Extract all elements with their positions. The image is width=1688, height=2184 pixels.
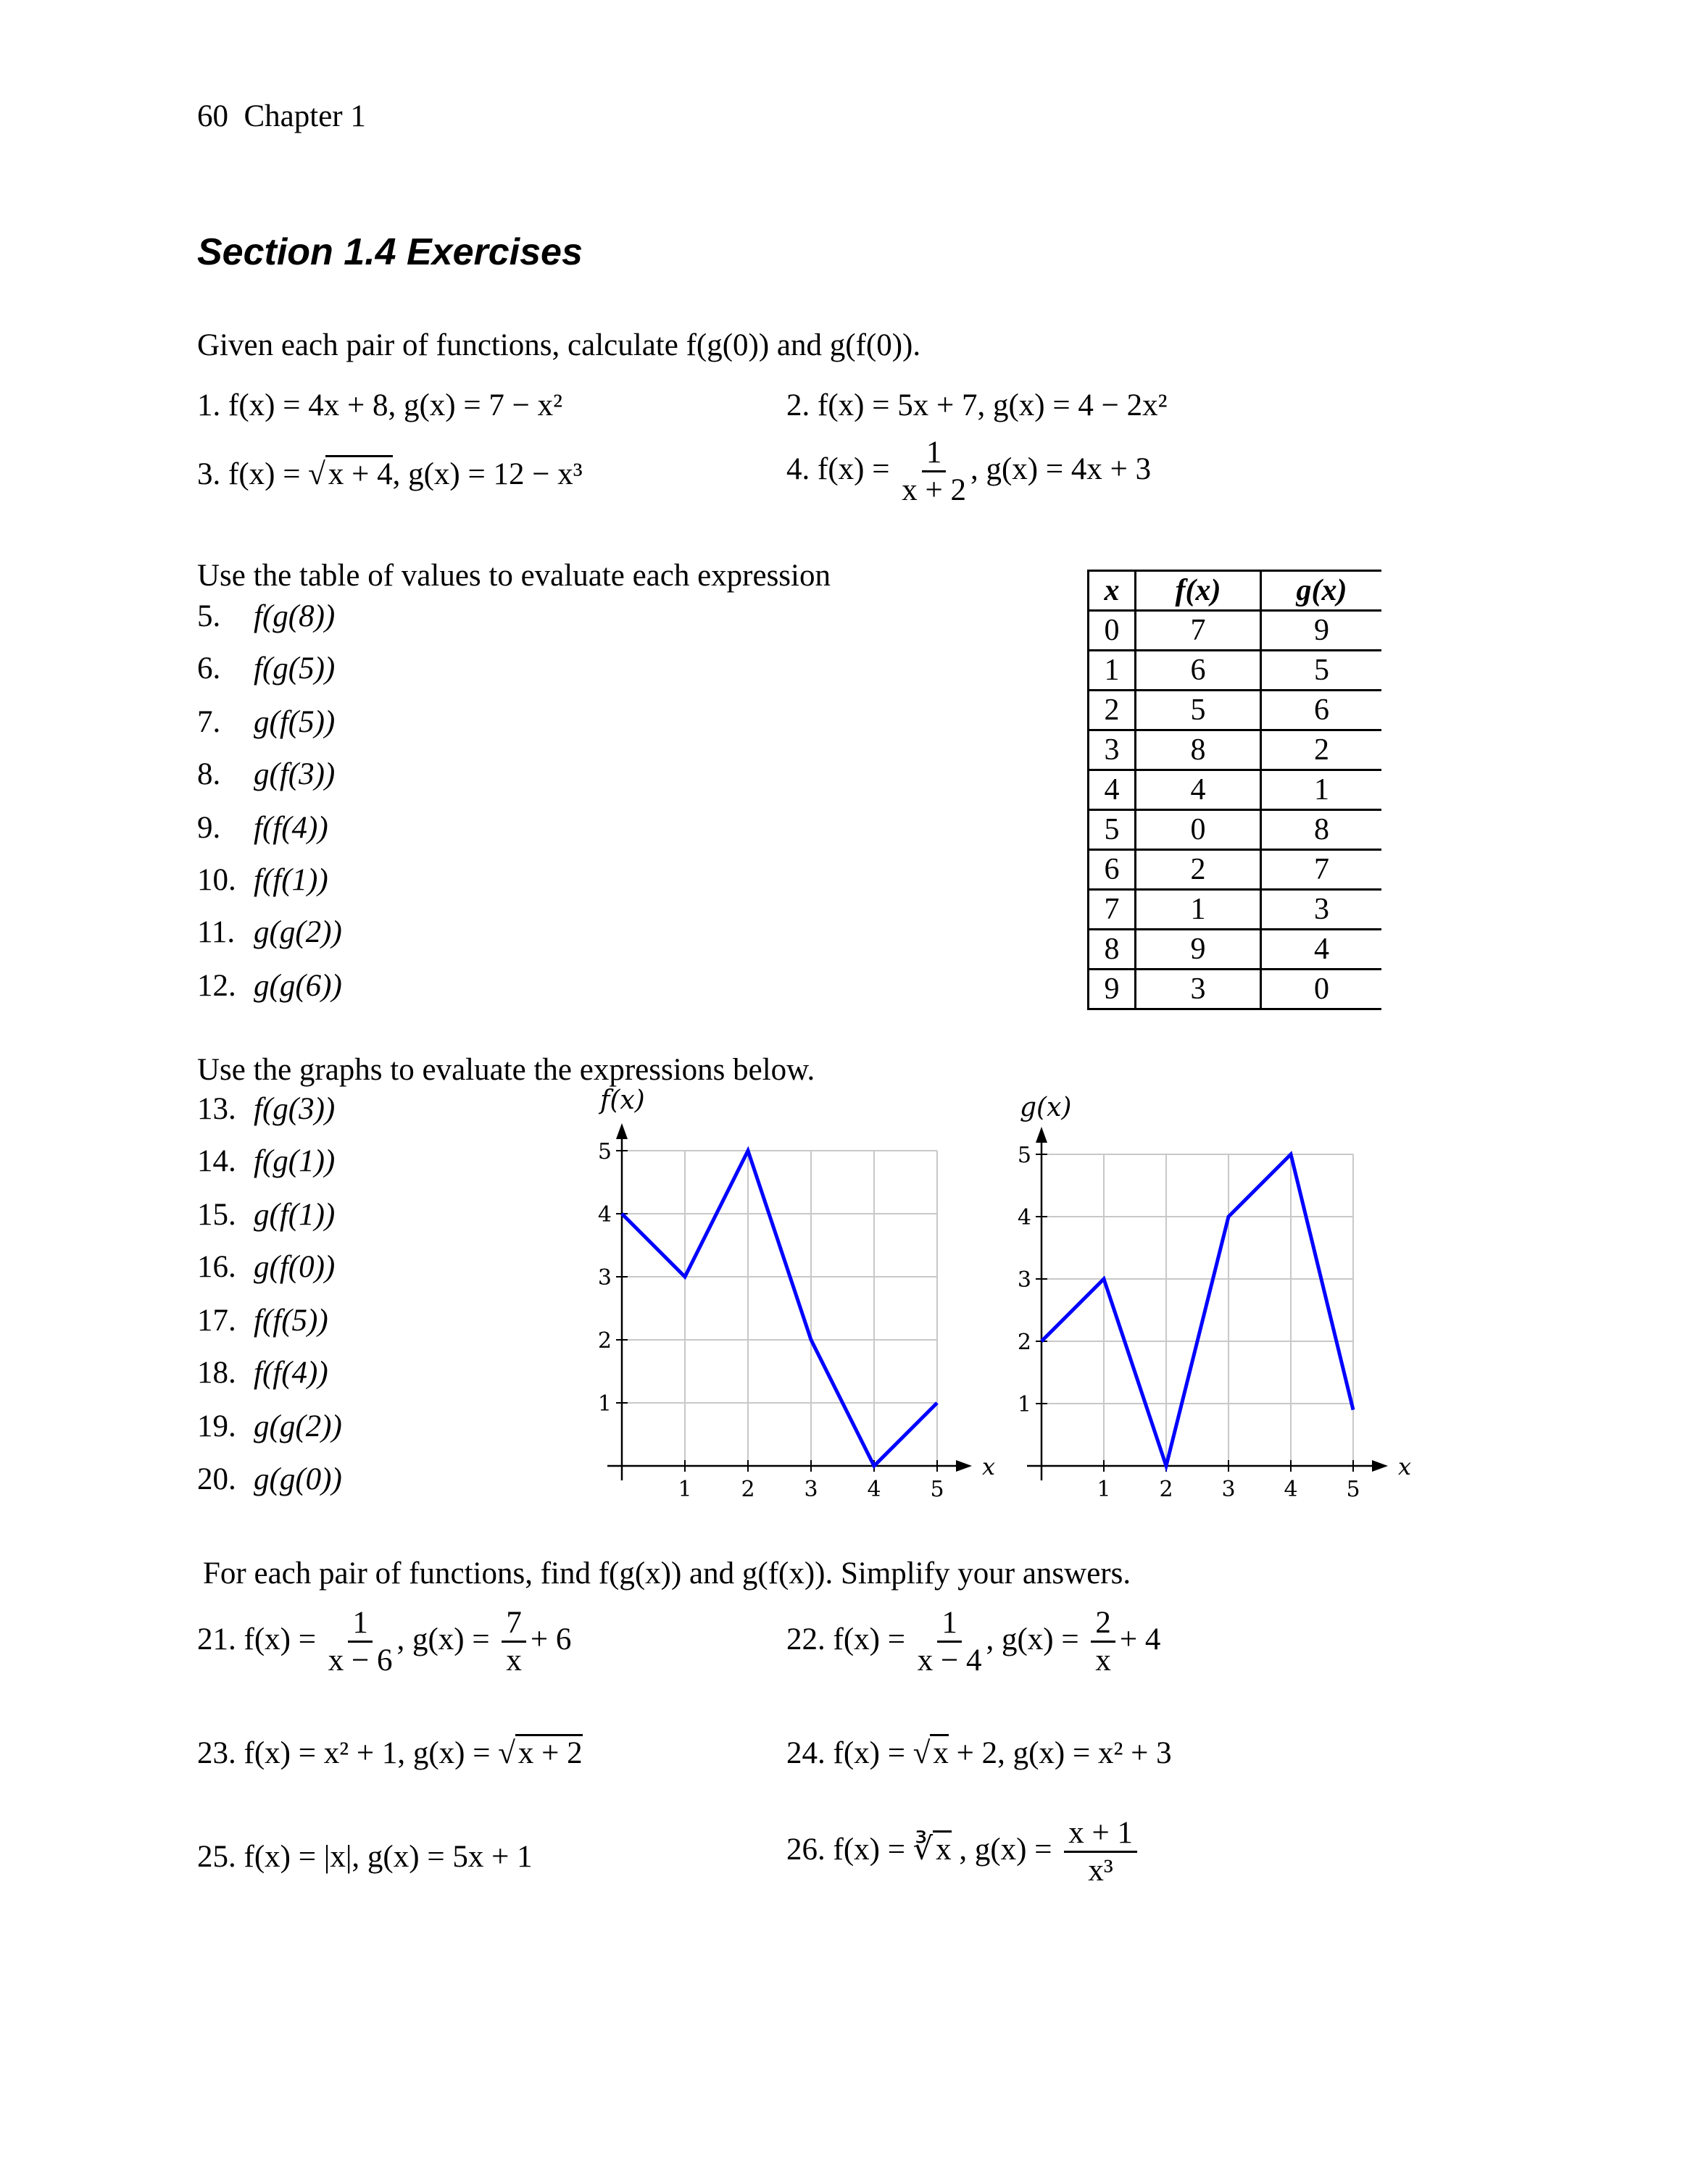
cell-x: 9 bbox=[1089, 970, 1136, 1009]
problem-16: 16. g(f(0)) bbox=[197, 1250, 336, 1284]
problem-26: 26. f(x) = ∛x , g(x) = $\frac{x + 1}{\text{x³}}$ bbox=[786, 1815, 1142, 1889]
problem-11: 11. g(g(2)) bbox=[197, 915, 342, 949]
y-tick-label: 3 bbox=[597, 1265, 612, 1291]
problem-17: 17. f(f(5)) bbox=[197, 1304, 328, 1338]
y-tick-label: 4 bbox=[1017, 1205, 1031, 1230]
cell-x: 4 bbox=[1089, 770, 1136, 810]
part2-instruction: Use the table of values to evaluate each expression bbox=[197, 559, 831, 593]
header-gx: g(x) bbox=[1261, 571, 1382, 611]
cell-fx: 2 bbox=[1136, 850, 1261, 890]
cell-fx: 7 bbox=[1136, 611, 1261, 651]
x-axis-arrow-icon bbox=[956, 1460, 972, 1472]
problem-14: 14. f(g(1)) bbox=[197, 1144, 336, 1178]
part4-instruction: For each pair of functions, find f(g(x)) and g(f(x)). Simplify your answers. bbox=[203, 1556, 1131, 1591]
cell-fx: 0 bbox=[1136, 810, 1261, 850]
problem-7: 7. g(f(5)) bbox=[197, 705, 336, 739]
problem-19: 19. g(g(2)) bbox=[197, 1409, 342, 1443]
cell-gx: 9 bbox=[1261, 611, 1382, 651]
chapter-label: Chapter 1 bbox=[244, 99, 366, 133]
y-tick-label: 1 bbox=[597, 1391, 612, 1417]
cell-x: 2 bbox=[1089, 691, 1136, 730]
part1-instruction: Given each pair of functions, calculate f(g(0)) and g(f(0)). bbox=[197, 328, 921, 362]
problem-2: 2. f(x) = 5x + 7, g(x) = 4 − 2x² bbox=[786, 388, 1168, 422]
y-tick-label: 3 bbox=[1017, 1267, 1031, 1293]
problem-18: 18. f(f(4)) bbox=[197, 1356, 328, 1390]
cell-fx: 5 bbox=[1136, 691, 1261, 730]
problem-15: 15. g(f(1)) bbox=[197, 1198, 336, 1232]
cell-x: 1 bbox=[1089, 651, 1136, 691]
cell-gx: 1 bbox=[1261, 770, 1382, 810]
cell-x: 0 bbox=[1089, 611, 1136, 651]
cell-x: 6 bbox=[1089, 850, 1136, 890]
problem-22: 22. f(x) = $\frac{1}{x - 4}$ , g(x) = $\frac{2}{x}$ + 4 bbox=[786, 1606, 1161, 1678]
x-tick-label: 2 bbox=[1159, 1477, 1173, 1502]
cell-gx: 5 bbox=[1261, 651, 1382, 691]
x-tick-label: 5 bbox=[930, 1477, 944, 1502]
series-line bbox=[622, 1151, 937, 1466]
problem-13: 13. f(g(3)) bbox=[197, 1092, 336, 1126]
x-axis-label: x bbox=[1398, 1453, 1412, 1480]
cell-fx: 9 bbox=[1136, 930, 1261, 970]
y-axis-label: f(x) bbox=[600, 1085, 645, 1115]
y-axis-arrow-icon bbox=[616, 1123, 628, 1139]
problem-24: 24. f(x) = √x + 2, g(x) = x² + 3 bbox=[786, 1735, 1172, 1771]
page-number: 60 bbox=[197, 99, 228, 133]
y-axis-label: g(x) bbox=[1020, 1093, 1072, 1122]
problem-10: 10. f(f(1)) bbox=[197, 863, 328, 897]
y-axis-arrow-icon bbox=[1036, 1127, 1047, 1143]
cell-gx: 7 bbox=[1261, 850, 1382, 890]
cell-x: 8 bbox=[1089, 930, 1136, 970]
y-tick-label: 4 bbox=[597, 1202, 612, 1228]
cell-gx: 8 bbox=[1261, 810, 1382, 850]
cell-gx: 2 bbox=[1261, 730, 1382, 770]
x-axis-label: x bbox=[982, 1453, 996, 1480]
problem-5: 5. f(g(8)) bbox=[197, 599, 336, 633]
cell-fx: 8 bbox=[1136, 730, 1261, 770]
cell-x: 3 bbox=[1089, 730, 1136, 770]
cell-x: 7 bbox=[1089, 890, 1136, 930]
problem-4: 4. f(x) = $\frac{1}{x + 2}$ , g(x) = 4x + 3 bbox=[786, 435, 1152, 508]
y-tick-label: 2 bbox=[1017, 1330, 1031, 1355]
y-tick-label: 1 bbox=[1017, 1392, 1031, 1417]
problem-3: 3. f(x) = √x + 4, g(x) = 12 − x³ bbox=[197, 457, 583, 492]
problem-12: 12. g(g(6)) bbox=[197, 969, 342, 1003]
cell-gx: 3 bbox=[1261, 890, 1382, 930]
cell-gx: 6 bbox=[1261, 691, 1382, 730]
x-tick-label: 5 bbox=[1346, 1477, 1360, 1502]
problem-21: 21. f(x) = $\frac{1}{x - 6}$ , g(x) = $\frac{7}{x}$ + 6 bbox=[197, 1606, 572, 1678]
part3-instruction: Use the graphs to evaluate the expressions below. bbox=[197, 1053, 815, 1087]
problem-6: 6. f(g(5)) bbox=[197, 651, 336, 685]
cell-gx: 0 bbox=[1261, 970, 1382, 1009]
problem-9: 9. f(f(4)) bbox=[197, 811, 328, 845]
x-tick-label: 2 bbox=[741, 1477, 755, 1502]
x-tick-label: 3 bbox=[1221, 1477, 1236, 1502]
section-title: Section 1.4 Exercises bbox=[197, 231, 583, 273]
problem-8: 8. g(f(3)) bbox=[197, 757, 336, 791]
header-x: x bbox=[1089, 571, 1136, 611]
cell-gx: 4 bbox=[1261, 930, 1382, 970]
cell-x: 5 bbox=[1089, 810, 1136, 850]
y-tick-label: 5 bbox=[597, 1139, 612, 1164]
x-tick-label: 1 bbox=[1097, 1477, 1111, 1502]
x-tick-label: 3 bbox=[804, 1477, 818, 1502]
problem-1: 1. f(x) = 4x + 8, g(x) = 7 − x² bbox=[197, 388, 562, 422]
cell-fx: 1 bbox=[1136, 890, 1261, 930]
problem-25: 25. f(x) = |x|, g(x) = 5x + 1 bbox=[197, 1840, 533, 1874]
header-fx: f(x) bbox=[1136, 571, 1261, 611]
problem-23: 23. f(x) = x² + 1, g(x) = √x + 2 bbox=[197, 1735, 583, 1771]
cell-fx: 4 bbox=[1136, 770, 1261, 810]
chart-g bbox=[1018, 1093, 1411, 1502]
problem-20: 20. g(g(0)) bbox=[197, 1462, 342, 1496]
chart-f bbox=[598, 1085, 995, 1502]
x-tick-label: 4 bbox=[1284, 1477, 1298, 1502]
cell-fx: 3 bbox=[1136, 970, 1261, 1009]
y-tick-label: 2 bbox=[597, 1328, 612, 1354]
x-tick-label: 1 bbox=[678, 1477, 692, 1502]
cell-fx: 6 bbox=[1136, 651, 1261, 691]
series-line bbox=[1042, 1154, 1353, 1466]
x-tick-label: 4 bbox=[867, 1477, 881, 1502]
x-axis-arrow-icon bbox=[1372, 1460, 1388, 1472]
y-tick-label: 5 bbox=[1017, 1143, 1031, 1168]
